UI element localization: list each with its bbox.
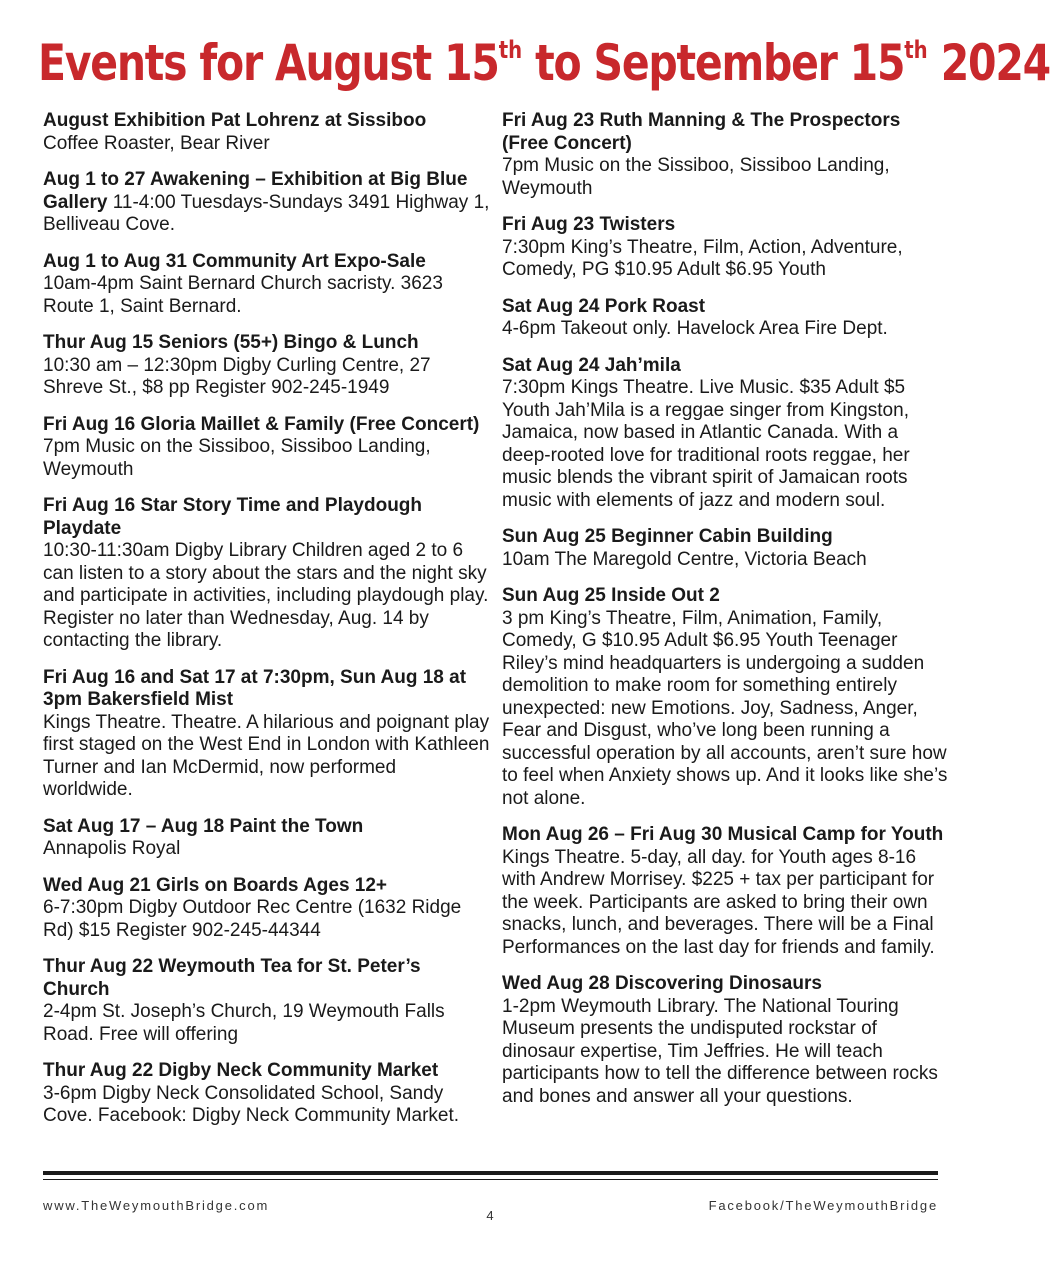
event-details: 7:30pm Kings Theatre. Live Music. $35 Adult $5 Youth Jah’Mila is a reggae singer from Kingston, Jamaica, now based in Atlantic Canada. With a deep-rooted love for traditional roots reggae, her music blends the vibrant spirit of Jamaican roots music with elements of jazz and modern soul.: [502, 377, 910, 511]
event-title: Fri Aug 16 Star Story Time and Playdough Playdate: [43, 495, 423, 539]
event-details: 10:30-11:30am Digby Library Children aged 2 to 6 can listen to a story about the stars and the night sky and participate in activities, including playdough play. Register no later than Wednesday, Aug. 14 by contacting the library.: [43, 540, 489, 651]
title-text-3: 2024: [927, 34, 1050, 92]
events-column-right: [502, 110, 950, 1122]
footer-facebook: Facebook/TheWeymouthBridge: [708, 1198, 938, 1213]
event-item: [502, 110, 950, 200]
event-details: 2-4pm St. Joseph’s Church, 19 Weymouth Falls Road. Free will offering: [43, 1001, 445, 1045]
footer-divider-thick: [43, 1171, 938, 1175]
event-details: 6-7:30pm Digby Outdoor Rec Centre (1632 Ridge Rd) $15 Register 902-245-44344: [43, 897, 462, 941]
event-details: 7:30pm King’s Theatre, Film, Action, Adventure, Comedy, PG $10.95 Adult $6.95 Youth: [502, 236, 903, 280]
event-title: Thur Aug 22 Digby Neck Community Market: [43, 1060, 439, 1081]
title-text-1: Events for August 15: [38, 34, 499, 92]
event-item: [502, 585, 950, 810]
title-text-2: to September 15: [522, 34, 905, 92]
event-details: 7pm Music on the Sissiboo, Sissiboo Landing, Weymouth: [43, 436, 431, 480]
event-item: [43, 667, 491, 802]
event-item: [43, 169, 491, 237]
event-item: [502, 973, 950, 1108]
event-details: 1-2pm Weymouth Library. The National Touring Museum presents the undisputed rockstar of dinosaur expertise, Tim Jeffries. He will teach participants how to tell the difference between rocks and bones and answer all your questions.: [502, 995, 938, 1107]
event-title: Sun Aug 25 Inside Out 2: [502, 585, 720, 606]
event-title: Wed Aug 21 Girls on Boards Ages 12+: [43, 874, 388, 896]
event-title: Thur Aug 22 Weymouth Tea for St. Peter’s Church: [43, 956, 421, 1000]
event-item: [43, 495, 491, 653]
event-item: [43, 414, 491, 482]
event-title: Sat Aug 24 Jah’mila: [502, 354, 681, 376]
event-details: 4-6pm Takeout only. Havelock Area Fire Dept.: [502, 318, 888, 339]
event-title: Mon Aug 26 – Fri Aug 30 Musical Camp for Youth: [502, 824, 944, 845]
event-title: Sat Aug 17 – Aug 18 Paint the Town: [43, 815, 364, 837]
event-details: Coffee Roaster, Bear River: [43, 132, 270, 154]
title-superscript-1: th: [498, 36, 523, 64]
event-title: Aug 1 to Aug 31 Community Art Expo-Sale: [43, 250, 426, 272]
event-item: [43, 251, 491, 319]
event-item: [43, 332, 491, 400]
event-item: [43, 1060, 491, 1128]
event-item: [43, 956, 491, 1046]
event-item: [502, 526, 950, 571]
event-item: [43, 816, 491, 861]
events-column-left: [43, 110, 491, 1142]
event-details: 3 pm King’s Theatre, Film, Animation, Family, Comedy, G $10.95 Adult $6.95 Youth Teenager Riley’s mind headquarters is undergoing a sudden demolition to make room for something entirely unexpected: new Emotions. Joy, Sadness, Anger, Fear and Disgust, who’ve long been running a successful operation by all accounts, aren’t sure how to feel when Anxiety shows up. And it looks like she’s not alone.: [502, 607, 948, 809]
event-item: [502, 214, 950, 282]
event-title: Fri Aug 23 Twisters: [502, 214, 676, 235]
footer-website: www.TheWeymouthBridge.com: [43, 1198, 270, 1213]
event-item: [502, 296, 950, 341]
event-details: 10am-4pm Saint Bernard Church sacristy. 3623 Route 1, Saint Bernard.: [43, 273, 443, 317]
event-title: Thur Aug 15 Seniors (55+) Bingo & Lunch: [43, 332, 419, 353]
event-title: Sun Aug 25 Beginner Cabin Building: [502, 526, 833, 547]
event-item: [43, 110, 491, 155]
event-details: 3-6pm Digby Neck Consolidated School, Sandy Cove. Facebook: Digby Neck Community Market.: [43, 1082, 460, 1126]
event-title: Fri Aug 16 and Sat 17 at 7:30pm, Sun Aug 18 at 3pm Bakersfield Mist: [43, 666, 467, 710]
footer-divider-thin: [43, 1179, 938, 1180]
event-item: [43, 875, 491, 943]
page-number: 4: [486, 1208, 494, 1223]
title-superscript-2: th: [904, 36, 928, 64]
event-title: Fri Aug 16 Gloria Maillet & Family (Free Concert): [43, 413, 480, 435]
event-item: [502, 824, 950, 959]
event-title: Wed Aug 28 Discovering Dinosaurs: [502, 973, 822, 994]
event-title: August Exhibition Pat Lohrenz at Sissiboo: [43, 110, 427, 131]
event-details: Kings Theatre. 5-day, all day. for Youth ages 8-16 with Andrew Morrisey. $225 + tax per participant for the week. Participants are asked to bring their own snacks, lunch, and beverages. There will be a Final Performances on the last day for friends and family.: [502, 846, 935, 958]
event-title: Fri Aug 23 Ruth Manning & The Prospectors (Free Concert): [502, 110, 901, 154]
event-details: 11-4:00 Tuesdays-Sundays 3491 Highway 1, Belliveau Cove.: [43, 191, 490, 235]
event-details: Annapolis Royal: [43, 838, 181, 859]
event-item: [502, 355, 950, 513]
event-details: 10:30 am – 12:30pm Digby Curling Centre, 27 Shreve St., $8 pp Register 902-245-1949: [43, 354, 431, 398]
event-title: Aug 1 to 27 Awakening – Exhibition at Big Blue Gallery: [43, 169, 468, 213]
page-title: [38, 28, 1050, 98]
event-title: Sat Aug 24 Pork Roast: [502, 295, 706, 317]
event-details: 10am The Maregold Centre, Victoria Beach: [502, 548, 867, 570]
event-details: Kings Theatre. Theatre. A hilarious and poignant play first staged on the West End in London with Kathleen Turner and Ian McDermid, now performed worldwide.: [43, 711, 490, 800]
event-details: 7pm Music on the Sissiboo, Sissiboo Landing, Weymouth: [502, 155, 890, 199]
